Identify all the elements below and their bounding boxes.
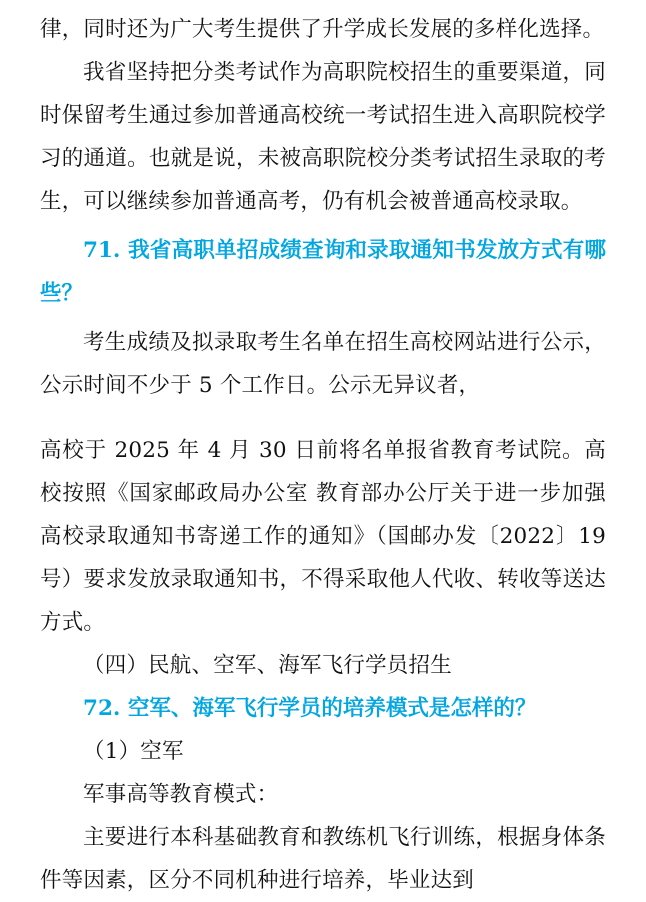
paragraph-continuation: 律，同时还为广大考生提供了升学成长发展的多样化选择。 — [40, 17, 605, 42]
paragraph-training-detail: 主要进行本科基础教育和教练机飞行训练，根据身体条件等因素，区分不同机种进行培养，毕业达到 — [40, 825, 606, 893]
paragraph-admission-notice: 高校于 2025 年 4 月 30 日前将名单报省教育考试院。高校按照《国家邮政局办公室 教育部办公厅关于进一步加强高校录取通知书寄递工作的通知》（国邮办发〔2022〕19 号）要求发放录取通知书，不得采取他人代收、转收等送达方式。 — [40, 438, 606, 635]
paragraph-score-publicity: 考生成绩及拟录取考生名单在招生高校网站进行公示，公示时间不少于 5 个工作日。公示无异议者， — [40, 330, 606, 398]
heading-question-71: 71. 我省高职单招成绩查询和录取通知书发放方式有哪些？ — [40, 238, 606, 306]
paragraph-military-education: 军事高等教育模式： — [83, 782, 279, 807]
spacer — [40, 407, 606, 429]
heading-question-72: 72. 空军、海军飞行学员的培养模式是怎样的？ — [83, 696, 537, 721]
paragraph-air-force: （1）空军 — [83, 739, 184, 764]
paragraph-section-four: （四）民航、空军、海军飞行学员招生 — [83, 653, 452, 678]
paragraph-classified-exam: 我省坚持把分类考试作为高职院校招生的重要渠道，同时保留考生通过参加普通高校统一考试招生进入高职院校学习的通道。也就是说，未被高职院校分类考试招生录取的考生，可以继续参加普通高考，仍有机会被普通高校录取。 — [40, 60, 606, 214]
